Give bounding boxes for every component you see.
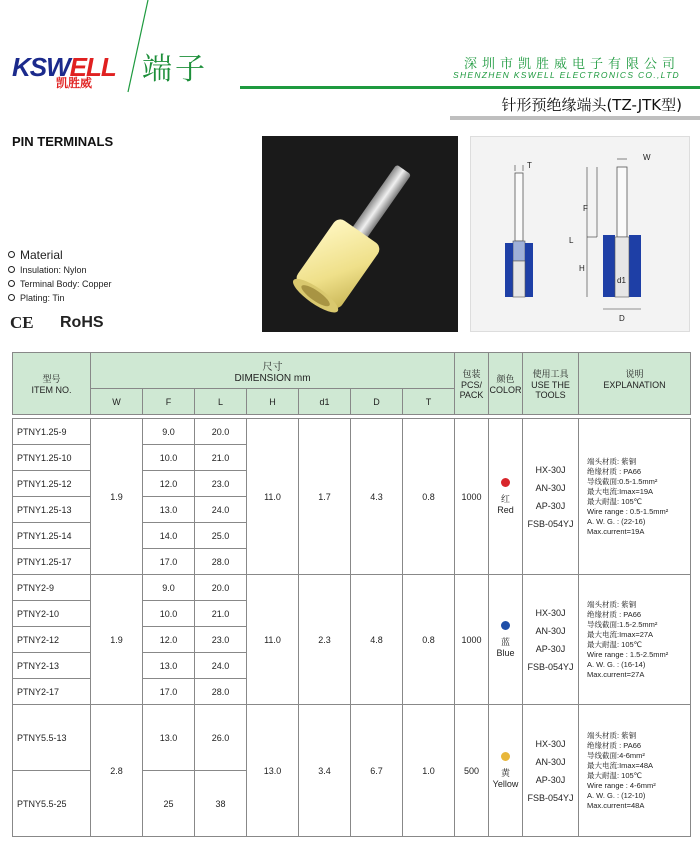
cell-pack: 1000 (455, 575, 489, 705)
cell-D: 4.8 (351, 575, 403, 705)
cell-D: 6.7 (351, 705, 403, 837)
material-heading: Material (8, 248, 63, 262)
company-name-cn: 深圳市凯胜威电子有限公司 (463, 57, 680, 72)
dimension-drawing (470, 136, 690, 332)
rohs-mark: RoHS (60, 314, 104, 331)
cell-F: 10.0 (143, 601, 195, 627)
cell-L: 21.0 (195, 601, 247, 627)
item-no: PTNY5.5-13 (13, 705, 91, 771)
label-W: W (643, 153, 651, 162)
title-underline (450, 116, 700, 120)
cell-explanation: 端头材质: 紫铜 绝缘材质 : PA66 导线截面:0.5-1.5mm² 最大电流:Imax=19A 最大耐温: 105℃ Wire range : 0.5-1.5mm² A. W. G. : (22-16) Max.current=19A (579, 419, 691, 575)
cell-F: 9.0 (143, 419, 195, 445)
cell-W: 1.9 (91, 575, 143, 705)
section-title: PIN TERMINALS (12, 134, 114, 149)
cell-F: 9.0 (143, 575, 195, 601)
cell-W: 2.8 (91, 705, 143, 837)
cell-F: 17.0 (143, 549, 195, 575)
cell-pack: 500 (455, 705, 489, 837)
cell-L: 21.0 (195, 445, 247, 471)
label-d1: d1 (617, 276, 626, 285)
bullet-icon (8, 294, 15, 301)
cell-tools: HX-30J AN-30J AP-30J FSB-054YJ (523, 419, 579, 575)
cell-L: 24.0 (195, 497, 247, 523)
header-pack: 包装 PCS/ PACK (455, 353, 489, 415)
label-F: F (583, 204, 588, 213)
item-no: PTNY2-12 (13, 627, 91, 653)
cell-tools: HX-30J AN-30J AP-30J FSB-054YJ (523, 705, 579, 837)
col-F: F (143, 389, 195, 415)
blue-dot-icon (501, 621, 510, 630)
table-row (13, 575, 691, 601)
item-no: PTNY5.5-25 (13, 771, 91, 837)
spec-table (12, 352, 691, 837)
logo-text-part1: KSW (12, 52, 70, 82)
cell-L: 25.0 (195, 523, 247, 549)
cell-F: 12.0 (143, 627, 195, 653)
cell-d1: 1.7 (299, 419, 351, 575)
header-dimension: 尺寸 DIMENSION mm (91, 353, 455, 389)
pin-terminal-image (262, 136, 458, 332)
item-no: PTNY1.25-13 (13, 497, 91, 523)
cell-L: 28.0 (195, 549, 247, 575)
category-title: 端子 (142, 52, 208, 87)
cell-color: 蓝 Blue (489, 575, 523, 705)
dimension-diagram (471, 137, 691, 333)
logo-text-part2: ELL (69, 52, 116, 82)
header-tools: 使用工具 USE THE TOOLS (523, 353, 579, 415)
bullet-icon (8, 251, 15, 258)
item-no: PTNY2-10 (13, 601, 91, 627)
item-no: PTNY1.25-12 (13, 471, 91, 497)
cell-H: 11.0 (247, 575, 299, 705)
col-L: L (195, 389, 247, 415)
cell-D: 4.3 (351, 419, 403, 575)
cell-explanation: 端头材质: 紫铜 绝缘材质 : PA66 导线截面:1.5-2.5mm² 最大电流:Imax=27A 最大耐温: 105℃ Wire range : 1.5-2.5mm² A. W. G. : (16-14) Max.current=27A (579, 575, 691, 705)
header-item-no: 型号 ITEM NO. (13, 353, 91, 415)
item-no: PTNY2-17 (13, 679, 91, 705)
cell-tools: HX-30J AN-30J AP-30J FSB-054YJ (523, 575, 579, 705)
col-T: T (403, 389, 455, 415)
table-row (13, 705, 691, 771)
cell-F: 14.0 (143, 523, 195, 549)
cell-d1: 3.4 (299, 705, 351, 837)
label-T: T (527, 161, 532, 170)
material-item: Terminal Body: Copper (8, 279, 112, 289)
cell-L: 38 (195, 771, 247, 837)
cell-T: 0.8 (403, 575, 455, 705)
label-H: H (579, 264, 585, 273)
cell-d1: 2.3 (299, 575, 351, 705)
label-D: D (619, 314, 625, 323)
cell-H: 13.0 (247, 705, 299, 837)
material-item: Plating: Tin (8, 293, 65, 303)
cell-L: 20.0 (195, 575, 247, 601)
cell-F: 13.0 (143, 705, 195, 771)
label-L: L (569, 236, 574, 245)
cell-F: 25 (143, 771, 195, 837)
cell-explanation: 端头材质: 紫铜 绝缘材质 : PA66 导线截面:4-6mm² 最大电流:Imax=48A 最大耐温: 105℃ Wire range : 4-6mm² A. W. G. : (12-10) Max.current=48A (579, 705, 691, 837)
bullet-icon (8, 280, 15, 287)
item-no: PTNY2-13 (13, 653, 91, 679)
cell-W: 1.9 (91, 419, 143, 575)
red-dot-icon (501, 478, 510, 487)
company-name-en: SHENZHEN KSWELL ELECTRONICS CO.,LTD (452, 70, 680, 80)
cell-L: 23.0 (195, 627, 247, 653)
table-header-row (13, 353, 691, 389)
cell-color: 红 Red (489, 419, 523, 575)
cell-L: 24.0 (195, 653, 247, 679)
cell-T: 0.8 (403, 419, 455, 575)
cell-F: 13.0 (143, 653, 195, 679)
cell-L: 20.0 (195, 419, 247, 445)
cell-L: 28.0 (195, 679, 247, 705)
bullet-icon (8, 266, 15, 273)
cell-H: 11.0 (247, 419, 299, 575)
col-H: H (247, 389, 299, 415)
cell-pack: 1000 (455, 419, 489, 575)
col-W: W (91, 389, 143, 415)
item-no: PTNY1.25-9 (13, 419, 91, 445)
cell-F: 12.0 (143, 471, 195, 497)
material-item: Insulation: Nylon (8, 265, 87, 275)
product-title: 针形预绝缘端头(TZ-JTK型) (501, 96, 682, 114)
item-no: PTNY1.25-14 (13, 523, 91, 549)
cell-color: 黄 Yellow (489, 705, 523, 837)
col-d1: d1 (299, 389, 351, 415)
cell-F: 10.0 (143, 445, 195, 471)
cell-F: 17.0 (143, 679, 195, 705)
cell-L: 26.0 (195, 705, 247, 771)
item-no: PTNY1.25-17 (13, 549, 91, 575)
table-row (13, 419, 691, 445)
cell-T: 1.0 (403, 705, 455, 837)
cell-F: 13.0 (143, 497, 195, 523)
header-rule (240, 86, 700, 89)
col-D: D (351, 389, 403, 415)
ce-mark: CE (10, 313, 34, 332)
yellow-dot-icon (501, 752, 510, 761)
header-color: 颜色 COLOR (489, 353, 523, 415)
item-no: PTNY2-9 (13, 575, 91, 601)
cell-L: 23.0 (195, 471, 247, 497)
item-no: PTNY1.25-10 (13, 445, 91, 471)
logo-chinese: 凯胜威 (56, 76, 93, 90)
header-explanation: 说明 EXPLANATION (579, 353, 691, 415)
product-photo (262, 136, 458, 332)
